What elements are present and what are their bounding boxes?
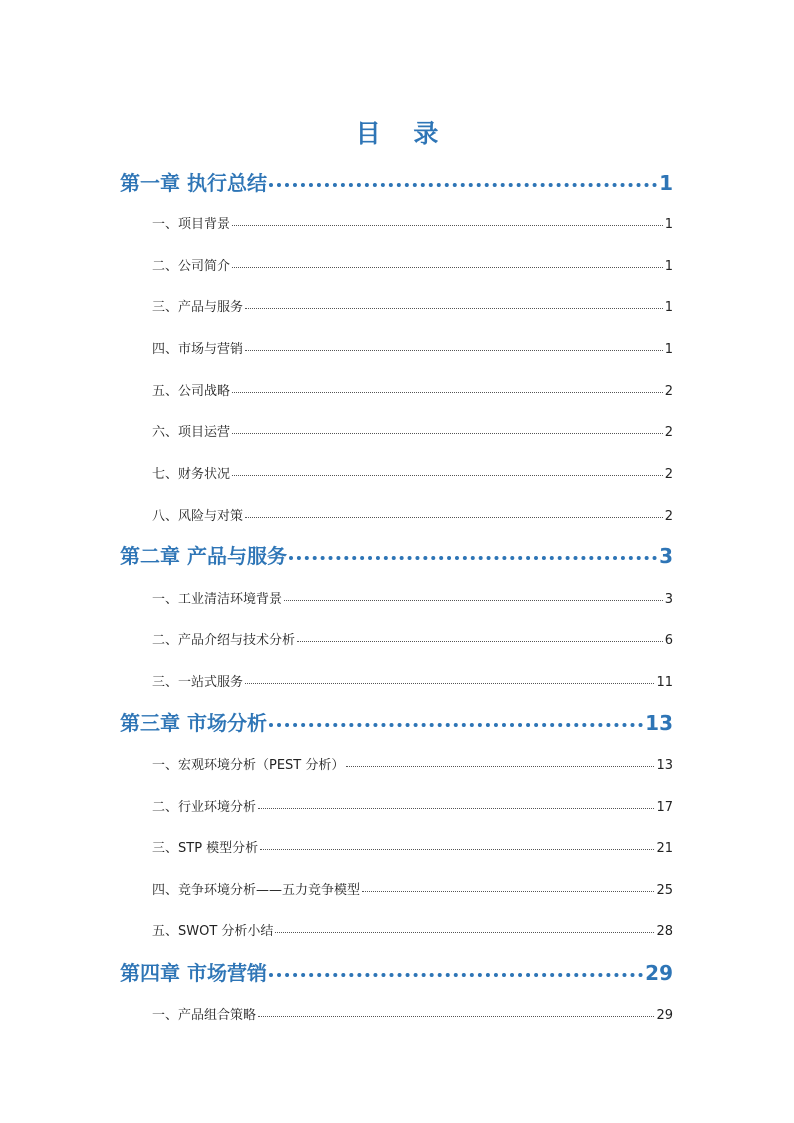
- dot-leader: [232, 255, 663, 268]
- toc-page-number: 6: [664, 633, 673, 648]
- toc-entry-label: 三、产品与服务: [152, 300, 244, 315]
- dot-leader: [258, 796, 654, 809]
- toc-section-3-5[interactable]: [152, 920, 673, 940]
- toc-entry-label: 一、项目背景: [152, 217, 231, 232]
- dot-leader: [297, 629, 663, 642]
- toc-entry-label: 第二章 产品与服务: [120, 544, 287, 568]
- toc-page-number: 29: [645, 961, 673, 985]
- toc-entry-label: 二、行业环境分析: [152, 800, 257, 815]
- dot-leader: [260, 837, 654, 850]
- toc-page-number: 2: [664, 509, 673, 524]
- toc-page-number: 29: [656, 1008, 673, 1023]
- dot-leader: [346, 754, 654, 767]
- toc-page-number: 2: [664, 467, 673, 482]
- toc-chapter-4[interactable]: [120, 956, 673, 988]
- toc-section-3-4[interactable]: [152, 879, 673, 899]
- dot-leader: [269, 166, 657, 187]
- toc-page-number: 1: [664, 300, 673, 315]
- toc-page-number: 2: [664, 425, 673, 440]
- dot-leader: [245, 671, 654, 684]
- toc-page-number: 3: [664, 592, 673, 607]
- toc-section-1-8[interactable]: [152, 505, 673, 525]
- toc-entry-label: 五、SWOT 分析小结: [152, 924, 274, 939]
- toc-entry-label: 一、产品组合策略: [152, 1008, 257, 1023]
- toc-section-3-2[interactable]: [152, 796, 673, 816]
- toc-chapter-2[interactable]: [120, 539, 673, 571]
- toc-section-1-5[interactable]: [152, 380, 673, 400]
- toc-entry-label: 第四章 市场营销: [120, 961, 267, 985]
- toc-page-number: 3: [659, 544, 673, 568]
- toc-page-number: 1: [664, 259, 673, 274]
- dot-leader: [269, 956, 643, 977]
- dot-leader: [269, 706, 643, 727]
- toc-entry-label: 一、宏观环境分析（PEST 分析）: [152, 758, 345, 773]
- dot-leader: [362, 879, 654, 892]
- toc-entry-label: 第一章 执行总结: [120, 171, 267, 195]
- toc-section-1-1[interactable]: [152, 213, 673, 233]
- toc-entry-label: 五、公司战略: [152, 384, 231, 399]
- dot-leader: [232, 380, 663, 393]
- toc-page-number: 21: [656, 841, 673, 856]
- toc-page-number: 1: [664, 217, 673, 232]
- toc-entry-label: 二、公司简介: [152, 259, 231, 274]
- toc-page-number: 17: [656, 800, 673, 815]
- toc-page-number: 1: [659, 171, 673, 195]
- toc-chapter-1[interactable]: [120, 166, 673, 198]
- toc-entry-label: 二、产品介绍与技术分析: [152, 633, 296, 648]
- toc-section-1-3[interactable]: [152, 296, 673, 316]
- toc-page-number: 11: [656, 675, 673, 690]
- toc-entry-label: 四、市场与营销: [152, 342, 244, 357]
- toc-section-1-6[interactable]: [152, 421, 673, 441]
- toc-entry-label: 四、竞争环境分析——五力竞争模型: [152, 883, 361, 898]
- toc-page-number: 13: [656, 758, 673, 773]
- toc-page-number: 13: [645, 711, 673, 735]
- toc-section-1-4[interactable]: [152, 338, 673, 358]
- dot-leader: [284, 588, 663, 601]
- toc-section-3-3[interactable]: [152, 837, 673, 857]
- toc-section-1-7[interactable]: [152, 463, 673, 483]
- toc-entry-label: 一、工业清洁环境背景: [152, 592, 283, 607]
- toc-section-4-1[interactable]: [152, 1004, 673, 1024]
- toc-page-number: 1: [664, 342, 673, 357]
- toc-section-2-1[interactable]: [152, 588, 673, 608]
- toc-section-2-2[interactable]: [152, 629, 673, 649]
- toc-entry-label: 六、项目运营: [152, 425, 231, 440]
- toc-title: 目 录: [355, 119, 451, 148]
- toc-page-number: 2: [664, 384, 673, 399]
- dot-leader: [289, 539, 657, 560]
- toc-entry-label: 三、一站式服务: [152, 675, 244, 690]
- dot-leader: [232, 463, 663, 476]
- dot-leader: [245, 296, 663, 309]
- toc-page-number: 25: [656, 883, 673, 898]
- toc-section-3-1[interactable]: [152, 754, 673, 774]
- toc-entry-label: 第三章 市场分析: [120, 711, 267, 735]
- toc-entry-label: 七、财务状况: [152, 467, 231, 482]
- toc-section-2-3[interactable]: [152, 671, 673, 691]
- toc-entry-label: 八、风险与对策: [152, 509, 244, 524]
- toc-page-number: 28: [656, 924, 673, 939]
- dot-leader: [258, 1004, 654, 1017]
- dot-leader: [275, 920, 654, 933]
- dot-leader: [245, 505, 663, 518]
- dot-leader: [232, 213, 663, 226]
- toc-section-1-2[interactable]: [152, 255, 673, 275]
- dot-leader: [245, 338, 663, 351]
- toc-entry-label: 三、STP 模型分析: [152, 841, 259, 856]
- toc-chapter-3[interactable]: [120, 706, 673, 738]
- dot-leader: [232, 421, 663, 434]
